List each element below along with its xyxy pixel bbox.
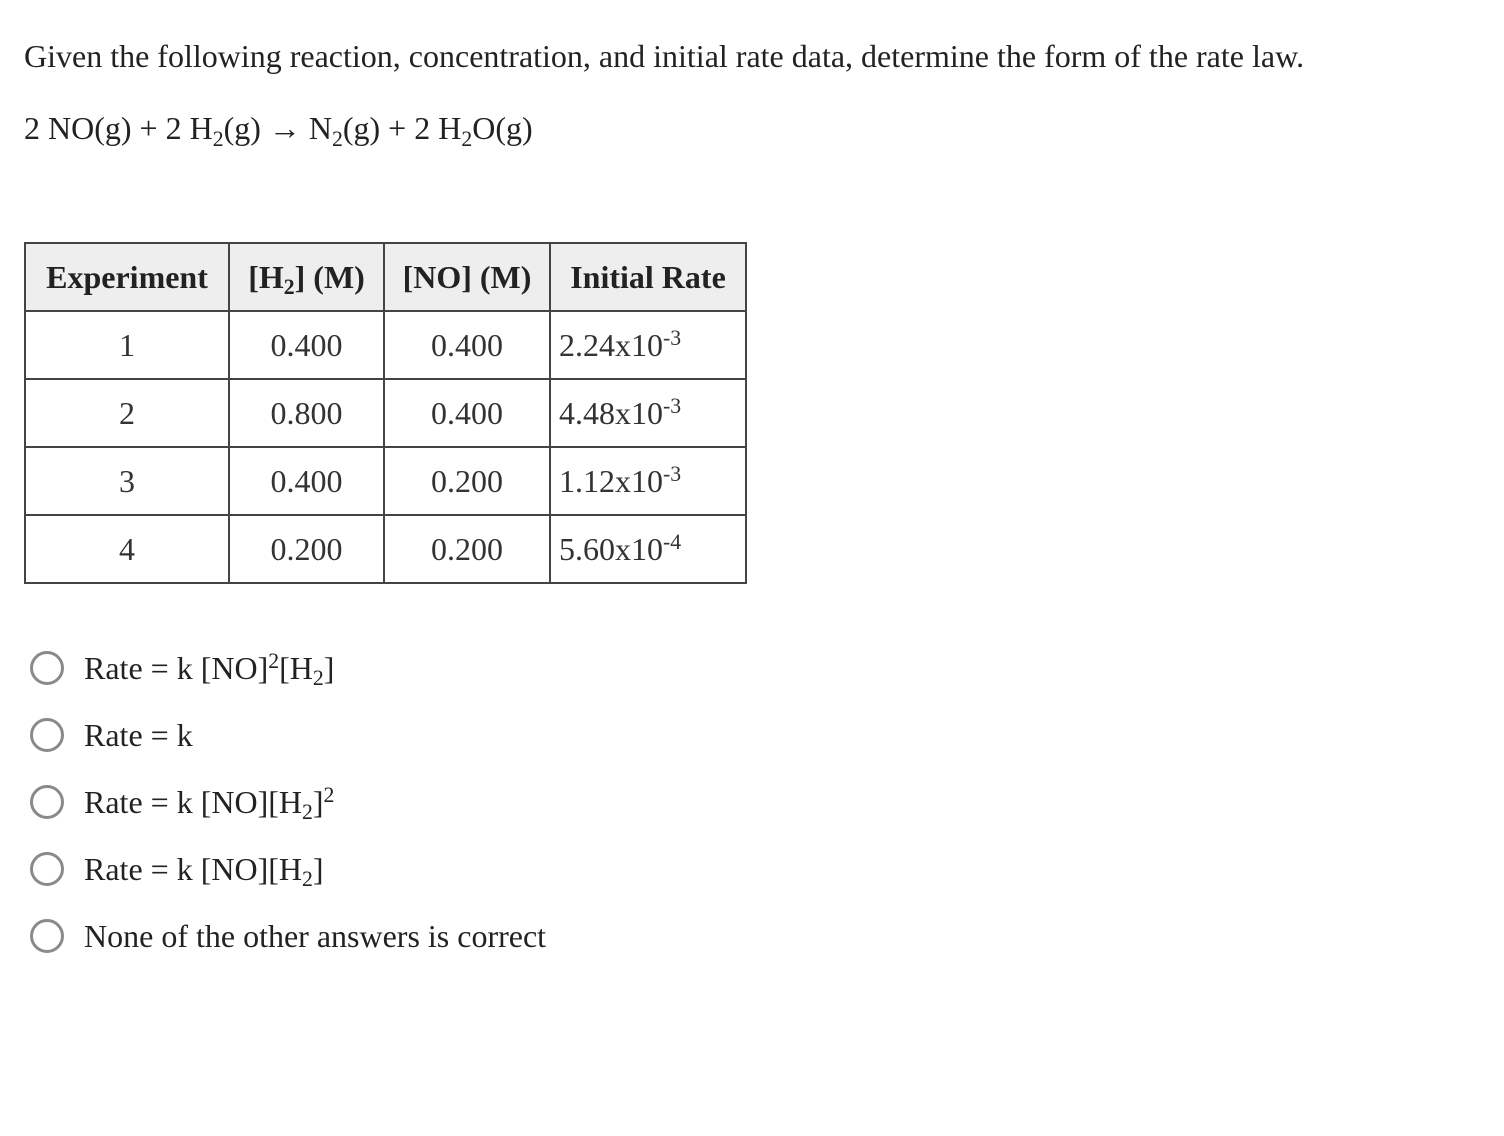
- header-no-concentration: [NO] (M): [384, 243, 550, 311]
- answer-options: [30, 634, 546, 969]
- answer-option-label[interactable]: Rate = k $[NO]^2[H_2]$: [84, 649, 335, 691]
- cell-rate: $5.60x10^{-4}$: [550, 515, 746, 583]
- cell-rate: $1.12x10^{-3}$: [550, 447, 746, 515]
- question-prompt: Given the following reaction, concentration, and initial rate data, determine the form of the rate law.: [24, 38, 1305, 74]
- table-row: [25, 515, 746, 583]
- rate-data-table: [24, 242, 747, 584]
- cell-no: 0.200: [384, 447, 550, 515]
- cell-experiment: 1: [25, 311, 229, 379]
- cell-no: 0.200: [384, 515, 550, 583]
- answer-option-label[interactable]: Rate = k: [84, 716, 193, 753]
- answer-option-label[interactable]: Rate = k $[NO][H_2]^2$: [84, 783, 335, 825]
- cell-h2: 0.400: [229, 447, 384, 515]
- radio-unchecked-icon[interactable]: [30, 919, 64, 953]
- cell-h2: 0.400: [229, 311, 384, 379]
- table-header-row: [25, 243, 746, 311]
- cell-h2: 0.200: [229, 515, 384, 583]
- header-initial-rate: Initial Rate: [550, 243, 746, 311]
- cell-no: 0.400: [384, 379, 550, 447]
- cell-no: 0.400: [384, 311, 550, 379]
- radio-unchecked-icon[interactable]: [30, 718, 64, 752]
- cell-experiment: 4: [25, 515, 229, 583]
- answer-option-label[interactable]: Rate = k $[NO][H_2]$: [84, 850, 324, 892]
- answer-option-1[interactable]: [30, 634, 546, 701]
- radio-unchecked-icon[interactable]: [30, 852, 64, 886]
- header-experiment: Experiment: [25, 243, 229, 311]
- cell-rate: $2.24x10^{-3}$: [550, 311, 746, 379]
- table-row: [25, 447, 746, 515]
- table-row: [25, 311, 746, 379]
- answer-option-3[interactable]: [30, 768, 546, 835]
- reaction-equation: 2 NO(g) + 2 $H_2(g) \to N_2(g) + 2$ $H_2O(g)$: [24, 110, 533, 151]
- radio-unchecked-icon[interactable]: [30, 785, 64, 819]
- cell-experiment: 3: [25, 447, 229, 515]
- answer-option-label[interactable]: None of the other answers is correct: [84, 917, 547, 954]
- answer-option-2[interactable]: [30, 701, 546, 768]
- answer-option-4[interactable]: [30, 835, 546, 902]
- cell-rate: $4.48x10^{-3}$: [550, 379, 746, 447]
- cell-h2: 0.800: [229, 379, 384, 447]
- radio-unchecked-icon[interactable]: [30, 651, 64, 685]
- header-h2-concentration: $[H_2]$ (M): [229, 243, 384, 311]
- table-row: [25, 379, 746, 447]
- cell-experiment: 2: [25, 379, 229, 447]
- answer-option-5[interactable]: [30, 902, 546, 969]
